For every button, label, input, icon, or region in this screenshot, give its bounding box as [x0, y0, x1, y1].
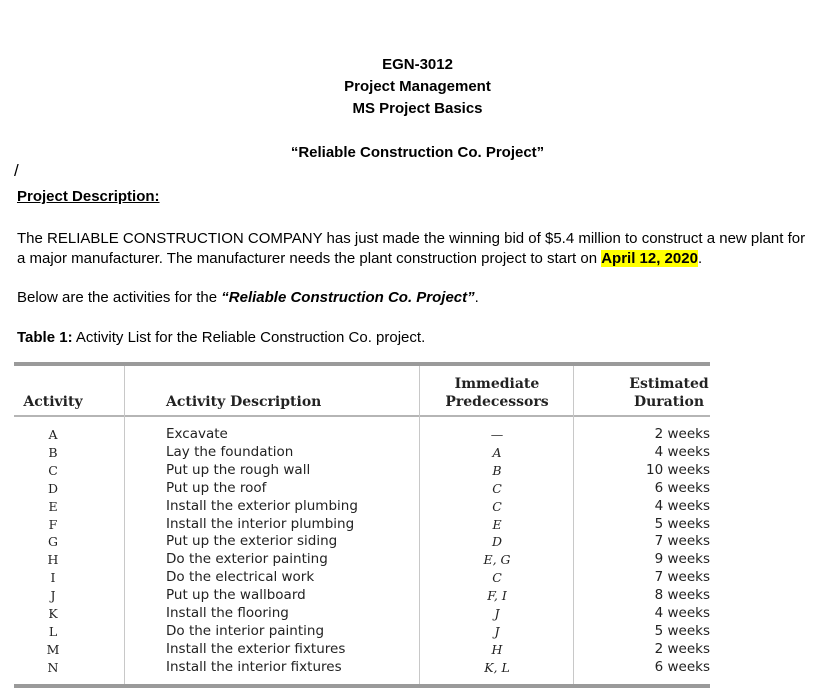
document-topic: MS Project Basics [352, 100, 483, 117]
activity-cell: D [47, 480, 59, 496]
activity-cell: B [48, 444, 58, 460]
activity-cell: J [50, 588, 56, 604]
activity-cell: K [48, 606, 58, 622]
duration-cell: 6 weeks [654, 479, 710, 496]
activity-table [14, 362, 710, 692]
duration-cell: 2 weeks [654, 640, 710, 657]
header-predecessors-line1: Immediate [454, 376, 540, 392]
activity-cell: F [48, 516, 58, 532]
duration-cell: 4 weeks [654, 605, 710, 622]
course-subject: Project Management [344, 78, 491, 95]
header-description: Activity Description [166, 394, 322, 410]
intro-text: Below are the activities for the [17, 289, 222, 306]
activity-cell: A [48, 427, 58, 442]
duration-cell: 7 weeks [654, 569, 710, 586]
duration-cell: 7 weeks [654, 533, 710, 550]
header-predecessors-line2: Predecessors [445, 394, 549, 410]
description-cell: Excavate [166, 426, 228, 442]
description-cell: Lay the foundation [166, 443, 294, 460]
description-cell: Put up the roof [166, 479, 267, 496]
description-cell: Do the exterior painting [166, 551, 328, 568]
course-code: EGN-3012 [382, 56, 453, 73]
duration-cell: 5 weeks [654, 515, 710, 532]
description-cell: Put up the wallboard [166, 587, 306, 604]
duration-cell: 8 weeks [654, 587, 710, 604]
predecessors-cell: H [491, 641, 503, 657]
highlighted-start-date: April 12, 2020 [601, 250, 698, 267]
predecessors-cell: K, L [484, 659, 510, 675]
duration-cell: 10 weeks [646, 461, 710, 478]
activities-intro-paragraph [17, 288, 817, 308]
description-cell: Install the exterior plumbing [166, 497, 358, 514]
description-cell: Install the interior plumbing [166, 515, 355, 532]
predecessors-cell: J [494, 623, 500, 639]
duration-cell: 2 weeks [654, 426, 710, 442]
duration-cell: 6 weeks [654, 658, 710, 675]
activity-cell: L [48, 623, 58, 639]
duration-column [610, 426, 710, 677]
column-divider [573, 366, 574, 684]
activity-cell: E [48, 498, 58, 514]
project-name-emphasis: “Reliable Construction Co. Project” [221, 289, 475, 306]
description-heading: Project Description: [17, 188, 160, 205]
paragraph-text: The RELIABLE CONSTRUCTION COMPANY has just made the winning bid of $5.4 million to construct a new plant for a major manufacturer. The manufacturer needs the plant construction project to start on [17, 230, 806, 267]
header-duration-line2: Duration [633, 394, 705, 410]
table-header-rule [14, 415, 710, 417]
activity-cell: H [47, 552, 59, 568]
header-duration-line1: Estimated [629, 376, 709, 392]
duration-cell: 4 weeks [654, 443, 710, 460]
duration-cell: 5 weeks [654, 622, 710, 639]
description-cell: Do the interior painting [166, 622, 325, 639]
activity-cell: N [47, 659, 59, 675]
table-caption [17, 328, 817, 348]
description-cell: Put up the exterior siding [166, 533, 338, 550]
predecessors-column [432, 426, 562, 677]
description-cell: Install the flooring [166, 605, 289, 622]
predecessors-cell: J [494, 606, 500, 622]
description-cell: Put up the rough wall [166, 461, 311, 478]
predecessors-cell: A [492, 444, 502, 460]
column-divider [419, 366, 420, 684]
description-cell: Install the interior fixtures [166, 658, 342, 675]
activity-cell: M [46, 641, 60, 657]
table-bottom-rule [14, 684, 710, 688]
table-top-rule [14, 362, 710, 366]
table-caption-label: Table 1: [17, 329, 73, 346]
activity-column [14, 426, 92, 677]
table-caption-text: Activity List for the Reliable Construction Co. project. [72, 329, 426, 346]
project-title: “Reliable Construction Co. Project” [290, 144, 545, 161]
predecessors-cell: B [492, 462, 502, 478]
column-divider [124, 366, 125, 684]
description-column [166, 426, 406, 677]
activity-cell: I [50, 570, 56, 586]
header-activity: Activity [23, 394, 83, 410]
predecessors-cell: F, I [487, 588, 507, 604]
stray-slash-mark: / [14, 161, 19, 180]
predecessors-cell: C [492, 480, 502, 496]
activity-cell: C [48, 462, 58, 478]
predecessors-cell: E, G [483, 552, 511, 568]
duration-cell: 9 weeks [654, 551, 710, 568]
activity-cell: G [48, 534, 58, 550]
description-cell: Install the exterior fixtures [166, 640, 346, 657]
predecessors-cell: D [491, 534, 503, 550]
predecessors-cell: — [490, 427, 504, 442]
predecessors-cell: E [492, 516, 502, 532]
duration-cell: 4 weeks [654, 497, 710, 514]
predecessors-cell: C [492, 570, 502, 586]
description-cell: Do the electrical work [166, 569, 315, 586]
paragraph-end: . [697, 250, 703, 267]
predecessors-cell: C [492, 498, 502, 514]
intro-end: . [474, 289, 479, 306]
description-paragraph [17, 229, 817, 269]
